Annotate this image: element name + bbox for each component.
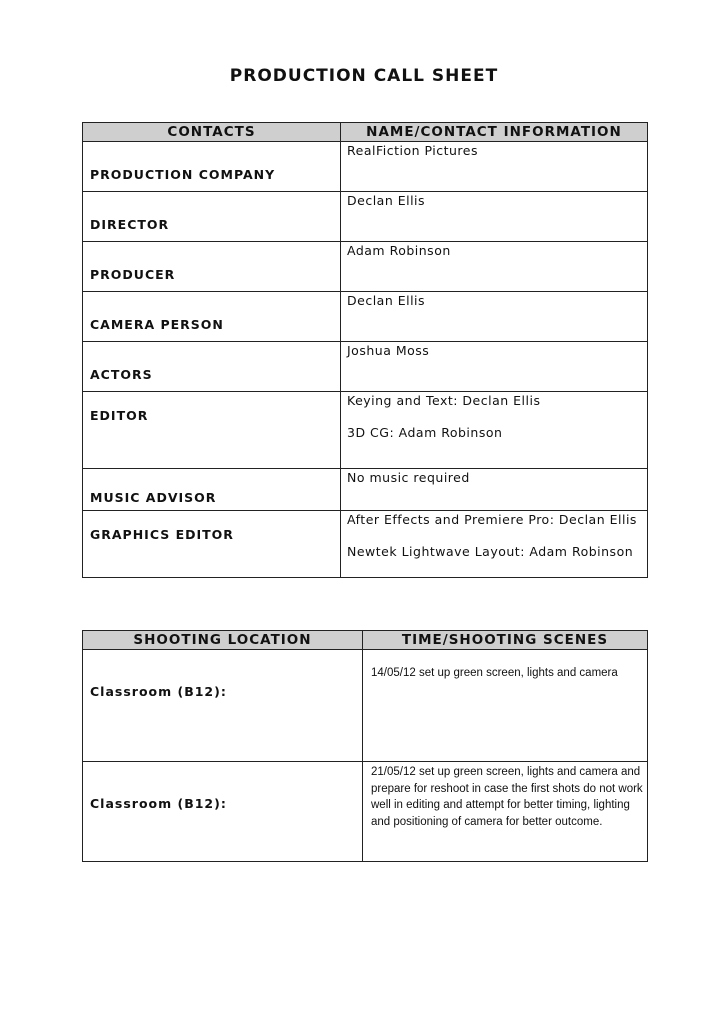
shooting-header-row xyxy=(83,631,648,650)
contacts-table xyxy=(82,122,648,578)
row-label: DIRECTOR xyxy=(83,192,341,242)
row-label: EDITOR xyxy=(83,392,341,469)
table-row xyxy=(83,192,648,242)
row-value: No music required xyxy=(341,469,648,511)
scene-description: 21/05/12 set up green screen, lights and camera and prepare for reshoot in case the first shots do not work well in editing and attempt for better timing, lighting and positioning of camera for better outcome. xyxy=(363,762,648,862)
contact-info-header: NAME/CONTACT INFORMATION xyxy=(341,123,648,142)
table-row xyxy=(83,469,648,511)
row-label: ACTORS xyxy=(83,342,341,392)
table-row xyxy=(83,511,648,578)
row-value: Keying and Text: Declan Ellis 3D CG: Adam Robinson xyxy=(341,392,648,469)
row-value: Declan Ellis xyxy=(341,292,648,342)
row-label: GRAPHICS EDITOR xyxy=(83,511,341,578)
row-label: PRODUCTION COMPANY xyxy=(83,142,341,192)
table-row xyxy=(83,292,648,342)
row-label: MUSIC ADVISOR xyxy=(83,469,341,511)
row-value: RealFiction Pictures xyxy=(341,142,648,192)
table-row xyxy=(83,142,648,192)
table-row xyxy=(83,342,648,392)
row-label: CAMERA PERSON xyxy=(83,292,341,342)
row-value: Adam Robinson xyxy=(341,242,648,292)
scene-description: 14/05/12 set up green screen, lights and camera xyxy=(363,650,648,762)
row-label: PRODUCER xyxy=(83,242,341,292)
shooting-location-header: SHOOTING LOCATION xyxy=(83,631,363,650)
row-value: Joshua Moss xyxy=(341,342,648,392)
page-title: PRODUCTION CALL SHEET xyxy=(229,66,499,86)
contacts-header: CONTACTS xyxy=(83,123,341,142)
row-value: After Effects and Premiere Pro: Declan Ellis Newtek Lightwave Layout: Adam Robinson xyxy=(341,511,648,578)
table-row xyxy=(83,392,648,469)
table-row xyxy=(83,650,648,762)
table-row xyxy=(83,762,648,862)
table-row xyxy=(83,242,648,292)
location-label: Classroom (B12): xyxy=(83,762,363,862)
row-value: Declan Ellis xyxy=(341,192,648,242)
time-scenes-header: TIME/SHOOTING SCENES xyxy=(363,631,648,650)
shooting-table xyxy=(82,630,648,862)
contacts-header-row xyxy=(83,123,648,142)
location-label: Classroom (B12): xyxy=(83,650,363,762)
